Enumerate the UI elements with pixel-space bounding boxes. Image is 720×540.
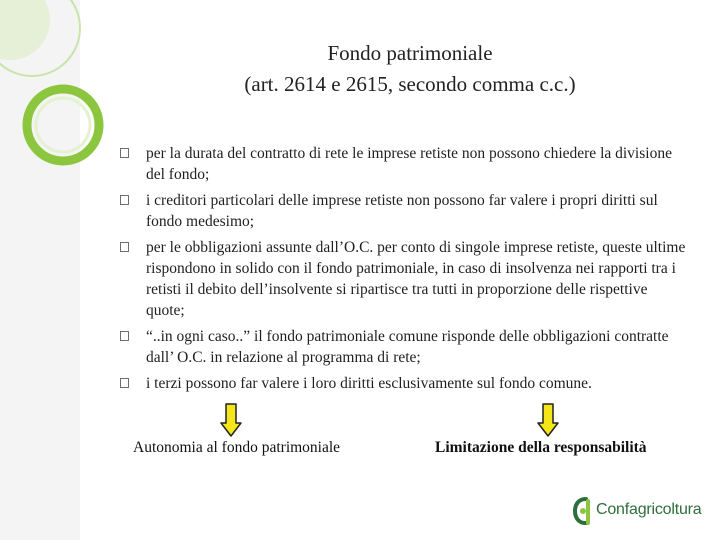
confagricoltura-logo-icon — [572, 493, 594, 527]
bullet-item — [118, 373, 688, 394]
title-line-1: Fondo patrimoniale — [327, 41, 493, 65]
bullet-text: “..in ogni caso..” il fondo patrimoniale comune risponde delle obbligazioni contratte dall’ O.C. in relazione al programma di rete; — [146, 328, 669, 366]
bullet-square-icon — [120, 378, 129, 388]
logo-text: Confagricoltura — [596, 501, 702, 518]
bullet-square-icon — [120, 195, 129, 205]
slide-title — [140, 38, 680, 100]
down-arrow-icon — [220, 403, 242, 437]
bullet-square-icon — [120, 331, 129, 341]
confagricoltura-logo — [572, 492, 702, 528]
bullet-list — [118, 143, 688, 399]
bullet-item — [118, 237, 688, 321]
bullet-text: per le obbligazioni assunte dall’O.C. per conto di singole imprese retiste, queste ultime rispondono in solido con il fondo patrimoniale, in caso di insolvenza nei rapporti tra i retisti il debito dell’insolvente si ripartisce tra tutti in proporzione delle rispettive quote; — [146, 239, 686, 319]
conclusion-autonomy: Autonomia al fondo patrimoniale — [133, 439, 341, 456]
bullet-text: per la durata del contratto di rete le imprese retiste non possono chiedere la divisione del fondo; — [146, 145, 672, 183]
bullet-item — [118, 143, 688, 185]
bullet-text: i creditori particolari delle imprese retiste non possono far valere i propri diritti sul fondo medesimo; — [146, 192, 658, 230]
conclusion-liability: Limitazione della responsabilità — [435, 439, 647, 456]
bullet-square-icon — [120, 242, 129, 252]
bullet-item — [118, 190, 688, 232]
bullet-item — [118, 326, 688, 368]
bullet-square-icon — [120, 148, 129, 158]
title-line-2: (art. 2614 e 2615, secondo comma c.c.) — [244, 72, 576, 96]
bullet-text: i terzi possono far valere i loro diritti esclusivamente sul fondo comune. — [146, 375, 592, 392]
down-arrow-icon — [537, 403, 559, 437]
